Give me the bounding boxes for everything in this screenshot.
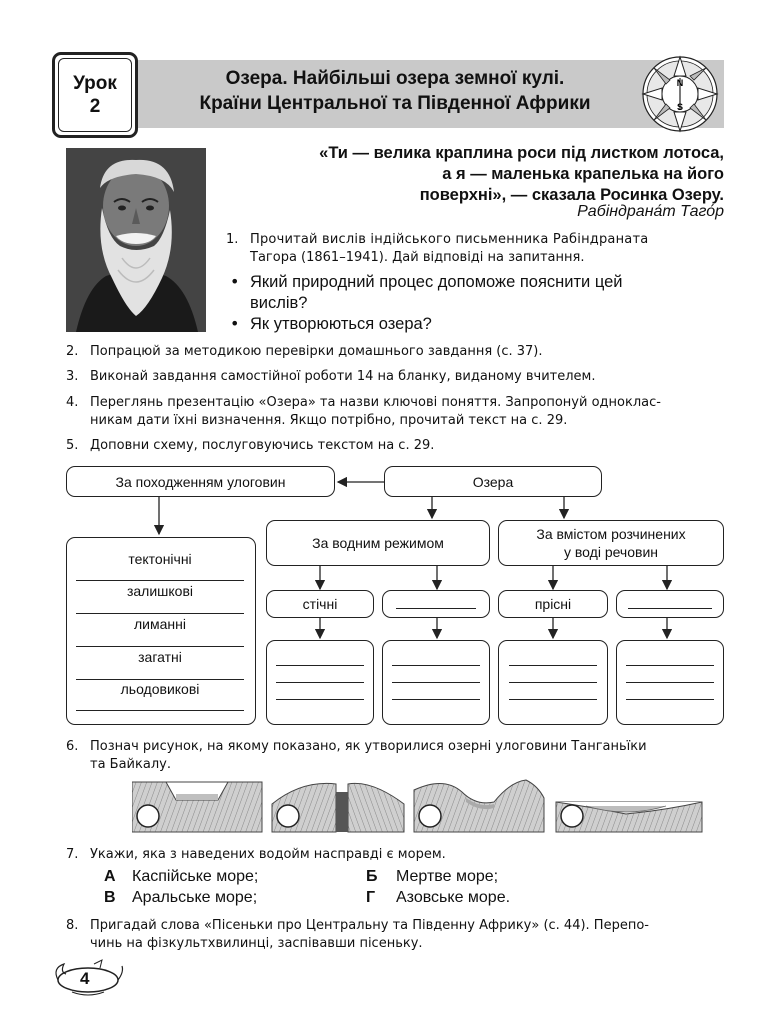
quote-line-2: а я — маленька крапелька на його: [442, 165, 724, 183]
option-a-text: Каспійське море;: [132, 868, 259, 885]
compass-south: S: [676, 102, 684, 112]
answer-line: [392, 665, 480, 666]
answer-line: [76, 710, 244, 711]
task-5-number: 5.: [66, 438, 79, 453]
option-b-text: Мертве море;: [396, 868, 499, 885]
task-3-number: 3.: [66, 369, 79, 384]
lesson-number: 2: [89, 96, 101, 117]
task-6-line-2: та Байкалу.: [90, 757, 171, 772]
picture-option-4: [556, 802, 702, 832]
answer-line: [509, 665, 597, 666]
task-4-line-2: никам дати їхні визначення. Якщо потрібно, прочитай текст на с. 29.: [90, 413, 568, 428]
diagram-origin-label: За походженням улоговин: [115, 473, 286, 490]
salinity-type-box-2: [616, 590, 724, 618]
quote-author: Рабіндрана́т Таго́р: [577, 203, 724, 220]
origin-type-2: залишкові: [126, 583, 194, 599]
task-2-number: 2.: [66, 344, 79, 359]
origin-type-5: льодовикові: [120, 681, 200, 697]
salinity-type-box-1: [498, 590, 608, 618]
answer-line: [276, 682, 364, 683]
option-a-letter: А: [104, 868, 116, 885]
task-1-question-1-line-1: Який природний процес допоможе пояснити цей: [250, 273, 623, 291]
task-8-number: 8.: [66, 918, 79, 933]
answer-line: [76, 613, 244, 614]
page-number-badge: [50, 958, 126, 1002]
regime-type-box-2: [382, 590, 490, 618]
diagram-root-box: [384, 466, 602, 497]
task-5-text: Доповни схему, послуговуючись текстом на с. 29.: [90, 438, 435, 453]
regime-type-known: стічні: [302, 596, 338, 612]
answer-line: [392, 699, 480, 700]
origin-type-4: загатні: [138, 649, 182, 665]
diagram-regime-label: За водним режимом: [312, 535, 444, 551]
salinity-type-known: прісні: [534, 596, 572, 612]
answer-line: [396, 608, 476, 609]
option-b-letter: Б: [366, 868, 378, 885]
option-v-letter: В: [104, 889, 116, 906]
option-v-text: Аральське море;: [132, 889, 258, 906]
task-6-number: 6.: [66, 739, 79, 754]
compass-north: N: [676, 78, 684, 88]
bullet-1: •: [230, 272, 240, 291]
salinity-examples-box-2: [616, 640, 724, 725]
diagram-salinity-box: [498, 520, 724, 566]
page-number: 4: [80, 969, 90, 988]
bullet-2: •: [230, 314, 240, 333]
task-8-line-1: Пригадай слова «Пісеньки про Центральну та Південну Африку» (с. 44). Перепо-: [90, 918, 649, 933]
title-line-2: Країни Центральної та Південної Африки: [199, 93, 591, 114]
task-6-line-1: Познач рисунок, на якому показано, як утворилися озерні улоговини Танганьїки: [90, 739, 647, 754]
answer-line: [628, 608, 712, 609]
task-2-text: Попрацюй за методикою перевірки домашнього завдання (с. 37).: [90, 344, 543, 359]
lake-basin-pictures: [132, 778, 726, 834]
task-1-number: 1.: [226, 232, 239, 247]
diagram-salinity-line-2: у воді речовин: [564, 544, 658, 560]
salinity-examples-box-1: [498, 640, 608, 725]
picture-option-3: [414, 780, 544, 832]
diagram-origin-box: [66, 466, 335, 497]
answer-line: [76, 580, 244, 581]
quote-line-1: «Ти — велика краплина роси під листком лотоса,: [319, 144, 724, 162]
task-4-number: 4.: [66, 395, 79, 410]
task-1-question-2: Як утворюються озера?: [250, 315, 432, 333]
answer-line: [392, 682, 480, 683]
origin-type-1: тектонічні: [128, 551, 192, 567]
answer-line: [509, 699, 597, 700]
option-g-text: Азовське море.: [396, 889, 511, 906]
quote-line-3: поверхні», — сказала Росинка Озеру.: [419, 186, 724, 204]
task-1-question-1-line-2: вислів?: [250, 294, 308, 312]
answer-line: [626, 665, 714, 666]
diagram-regime-box: [266, 520, 490, 566]
task-1-line-2: Тагора (1861–1941). Дай відповіді на запитання.: [250, 250, 585, 265]
picture-option-1: [132, 782, 262, 832]
diagram-root-label: Озера: [472, 473, 514, 490]
answer-line: [276, 665, 364, 666]
lesson-label: Урок: [73, 73, 117, 94]
title-line-1: Озера. Найбільші озера земної кулі.: [225, 68, 565, 89]
task-7-number: 7.: [66, 847, 79, 862]
answer-line: [276, 699, 364, 700]
task-3-text: Виконай завдання самостійної роботи 14 на бланку, виданому вчителем.: [90, 369, 596, 384]
origin-type-3: лиманні: [134, 616, 186, 632]
answer-line: [509, 682, 597, 683]
picture-option-2: [272, 783, 404, 832]
answer-line: [626, 699, 714, 700]
task-7-text: Укажи, яка з наведених водойм насправді є морем.: [90, 847, 446, 862]
diagram-salinity-line-1: За вмістом розчинених: [536, 526, 686, 542]
regime-type-box-1: [266, 590, 374, 618]
option-g-letter: Г: [366, 889, 376, 906]
task-4-line-1: Переглянь презентацію «Озера» та назви ключові поняття. Запропонуй одноклас-: [90, 395, 661, 410]
answer-line: [626, 682, 714, 683]
task-1-line-1: Прочитай вислів індійського письменника Рабіндраната: [250, 232, 649, 247]
answer-line: [76, 679, 244, 680]
task-8-line-2: чинь на фізкультхвилинці, заспівавши пісеньку.: [90, 936, 423, 951]
regime-examples-box-1: [266, 640, 374, 725]
answer-line: [76, 646, 244, 647]
regime-examples-box-2: [382, 640, 490, 725]
